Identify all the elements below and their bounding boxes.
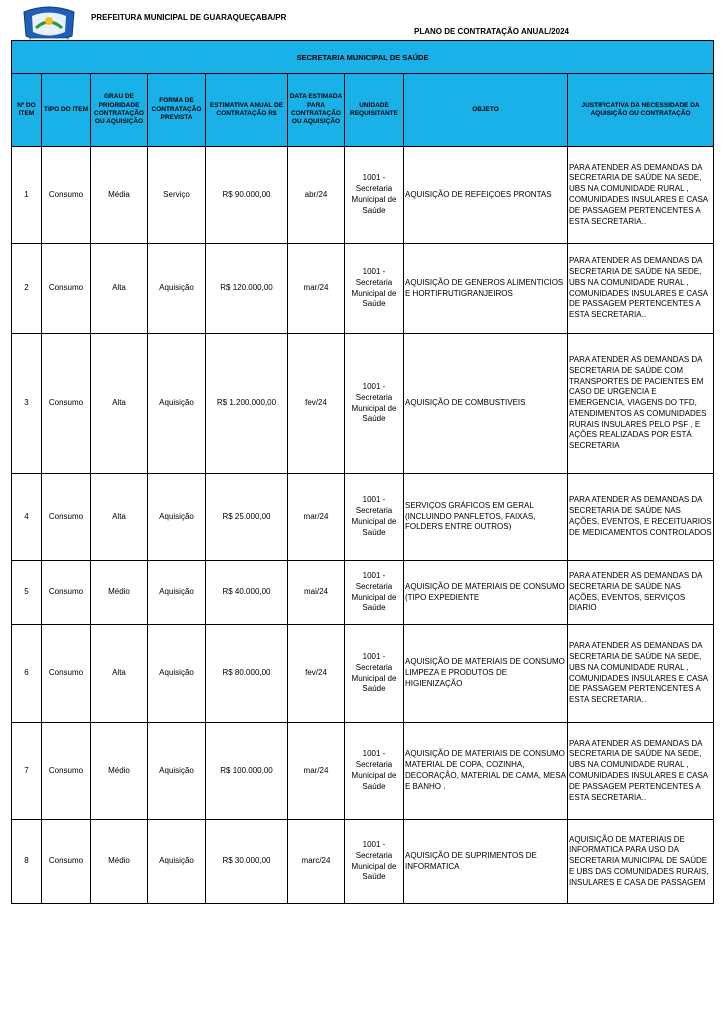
- item-type: Consumo: [42, 625, 91, 723]
- object: AQUISIÇÃO DE MATERIAIS DE CONSUMO (TIPO EXPEDIENTE: [404, 561, 568, 625]
- contracting-form: Aquisição: [148, 723, 206, 820]
- annual-estimate: R$ 90.000,00: [206, 147, 288, 244]
- item-number: 4: [12, 474, 42, 561]
- contracting-form: Serviço: [148, 147, 206, 244]
- priority: Alta: [91, 474, 148, 561]
- priority: Alta: [91, 334, 148, 474]
- justification: PARA ATENDER AS DEMANDAS DA SECRETARIA DE SAÚDE NAS AÇÕES, EVENTOS, E RECEITUARIOS DE MEDICAMENTOS CONTROLADOS: [568, 474, 714, 561]
- annual-estimate: R$ 40.000,00: [206, 561, 288, 625]
- requesting-unit: 1001 - Secretaria Municipal de Saúde: [345, 147, 404, 244]
- item-number: 8: [12, 820, 42, 904]
- requesting-unit: 1001 - Secretaria Municipal de Saúde: [345, 474, 404, 561]
- section-title: SECRETARIA MUNICIPAL DE SAÚDE: [12, 41, 714, 74]
- item-number: 2: [12, 244, 42, 334]
- item-number: 1: [12, 147, 42, 244]
- justification: PARA ATENDER AS DEMANDAS DA SECRETARIA DE SAÚDE NA SEDE, UBS NA COMUNIDADE RURAL , COMUNIDADES INSULARES E CASA DE PASSAGEM PERTENCENTES A ESTA SECRETARIA..: [568, 244, 714, 334]
- priority: Médio: [91, 820, 148, 904]
- item-type: Consumo: [42, 723, 91, 820]
- table-row: [12, 723, 714, 820]
- column-header-priority: GRAU DE PRIORIDADE CONTRATAÇÃO OU AQUISIÇÃO: [91, 74, 148, 147]
- item-type: Consumo: [42, 474, 91, 561]
- requesting-unit: 1001 - Secretaria Municipal de Saúde: [345, 723, 404, 820]
- object: SERVIÇOS GRÁFICOS EM GERAL (INCLUINDO PANFLETOS, FAIXAS, FOLDERS ENTRE OUTROS): [404, 474, 568, 561]
- priority: Alta: [91, 244, 148, 334]
- requesting-unit: 1001 - Secretaria Municipal de Saúde: [345, 244, 404, 334]
- estimated-date: fev/24: [288, 625, 345, 723]
- estimated-date: mar/24: [288, 474, 345, 561]
- table-row: [12, 474, 714, 561]
- table-row: [12, 820, 714, 904]
- justification: PARA ATENDER AS DEMANDAS DA SECRETARIA DE SAÚDE NA SEDE, UBS NA COMUNIDADE RURAL , COMUNIDADES INSULARES E CASA DE PASSAGEM PERTENCENTES A ESTA SECRETARIA..: [568, 625, 714, 723]
- item-number: 5: [12, 561, 42, 625]
- plan-title: PLANO DE CONTRATAÇÃO ANUAL/2024: [414, 27, 569, 36]
- column-header-contracting-form: FORMA DE CONTRATAÇÃO PREVISTA: [148, 74, 206, 147]
- justification: PARA ATENDER AS DEMANDAS DA SECRETARIA DE SAÚDE NAS AÇÕES, EVENTOS, SERVIÇOS DIARIO: [568, 561, 714, 625]
- item-number: 6: [12, 625, 42, 723]
- priority: Médio: [91, 723, 148, 820]
- table-row: [12, 561, 714, 625]
- table-row: [12, 625, 714, 723]
- table-row: [12, 244, 714, 334]
- column-header-item-number: Nº DO ITEM: [12, 74, 42, 147]
- object: AQUISIÇÃO DE MATERIAIS DE CONSUMO LIMPEZA E PRODUTOS DE HIGIENIZAÇÃO: [404, 625, 568, 723]
- justification: PARA ATENDER AS DEMANDAS DA SECRETARIA DE SAÚDE NA SEDE, UBS NA COMUNIDADE RURAL , COMUNIDADES INSULARES E CASA DE PASSAGEM PERTENCENTES A ESTA SECRETARIA..: [568, 147, 714, 244]
- object: AQUISIÇÃO DE GENEROS ALIMENTICIOS E HORTIFRUTIGRANJEIROS: [404, 244, 568, 334]
- org-name: PREFEITURA MUNICIPAL DE GUARAQUEÇABA/PR: [91, 13, 287, 22]
- requesting-unit: 1001 - Secretaria Municipal de Saúde: [345, 820, 404, 904]
- requesting-unit: 1001 - Secretaria Municipal de Saúde: [345, 561, 404, 625]
- annual-estimate: R$ 80.000,00: [206, 625, 288, 723]
- object: AQUISIÇÃO DE SUPRIMENTOS DE INFORMATICA: [404, 820, 568, 904]
- item-number: 3: [12, 334, 42, 474]
- table-row: [12, 334, 714, 474]
- requesting-unit: 1001 - Secretaria Municipal de Saúde: [345, 334, 404, 474]
- justification: PARA ATENDER AS DEMANDAS DA SECRETARIA DE SAÚDE COM TRANSPORTES DE PACIENTES EM CASO DE URGENCIA E EMERGENCIA, VIAGENS DO TFD, ATENDIMENTOS AS COMUNIDADES RURAIS INSULARES PELO PSF , E AÇÕES REALIZADAS POR ESTÁ SECRETARIA: [568, 334, 714, 474]
- estimated-date: fev/24: [288, 334, 345, 474]
- item-type: Consumo: [42, 147, 91, 244]
- priority: Alta: [91, 625, 148, 723]
- annual-estimate: R$ 120.000,00: [206, 244, 288, 334]
- estimated-date: mai/24: [288, 561, 345, 625]
- item-type: Consumo: [42, 820, 91, 904]
- item-type: Consumo: [42, 334, 91, 474]
- object: AQUISIÇÃO DE REFEIÇOES PRONTAS: [404, 147, 568, 244]
- priority: Média: [91, 147, 148, 244]
- contracting-plan-table: [11, 40, 714, 904]
- object: AQUISIÇÃO DE MATERIAIS DE CONSUMO MATERIAL DE COPA, COZINHA, DECORAÇÃO, MATERIAL DE CAMA, MESA E BANHO .: [404, 723, 568, 820]
- annual-estimate: R$ 100.000,00: [206, 723, 288, 820]
- annual-estimate: R$ 30.000,00: [206, 820, 288, 904]
- estimated-date: mar/24: [288, 244, 345, 334]
- contracting-form: Aquisição: [148, 334, 206, 474]
- contracting-form: Aquisição: [148, 820, 206, 904]
- item-number: 7: [12, 723, 42, 820]
- object: AQUISIÇÃO DE COMBUSTIVEIS: [404, 334, 568, 474]
- column-header-annual-estimate: ESTIMATIVA ANUAL DE CONTRATAÇÃO R$: [206, 74, 288, 147]
- table-row: [12, 147, 714, 244]
- contracting-form: Aquisição: [148, 474, 206, 561]
- justification: PARA ATENDER AS DEMANDAS DA SECRETARIA DE SAÚDE NA SEDE, UBS NA COMUNIDADE RURAL , COMUNIDADES INSULARES E CASA DE PASSAGEM PERTENCENTES A ESTA SECRETARIA..: [568, 723, 714, 820]
- estimated-date: marc/24: [288, 820, 345, 904]
- item-type: Consumo: [42, 244, 91, 334]
- estimated-date: abr/24: [288, 147, 345, 244]
- column-header-item-type: TIPO DO ITEM: [42, 74, 91, 147]
- contracting-form: Aquisição: [148, 561, 206, 625]
- column-header-justification: JUSTIFICATIVA DA NECESSIDADE DA AQUISIÇÃO OU CONTRATAÇÃO: [568, 74, 714, 147]
- column-header-requesting-unit: UNIDADE REQUISITANTE: [345, 74, 404, 147]
- contracting-form: Aquisição: [148, 244, 206, 334]
- requesting-unit: 1001 - Secretaria Municipal de Saúde: [345, 625, 404, 723]
- estimated-date: mar/24: [288, 723, 345, 820]
- priority: Médio: [91, 561, 148, 625]
- contracting-form: Aquisição: [148, 625, 206, 723]
- justification: AQUISIÇÃO DE MATERIAIS DE INFORMATICA PARA USO DA SECRETARIA MUNICIPAL DE SAÚDE E UBS DAS COMUNIDADES RURAIS, INSULARES E CASA DE PASSAGEM: [568, 820, 714, 904]
- annual-estimate: R$ 25.000,00: [206, 474, 288, 561]
- annual-estimate: R$ 1.200.000,00: [206, 334, 288, 474]
- item-type: Consumo: [42, 561, 91, 625]
- column-header-object: OBJETO: [404, 74, 568, 147]
- column-header-estimated-date: DATA ESTIMADA PARA CONTRATAÇÃO OU AQUISIÇÃO: [288, 74, 345, 147]
